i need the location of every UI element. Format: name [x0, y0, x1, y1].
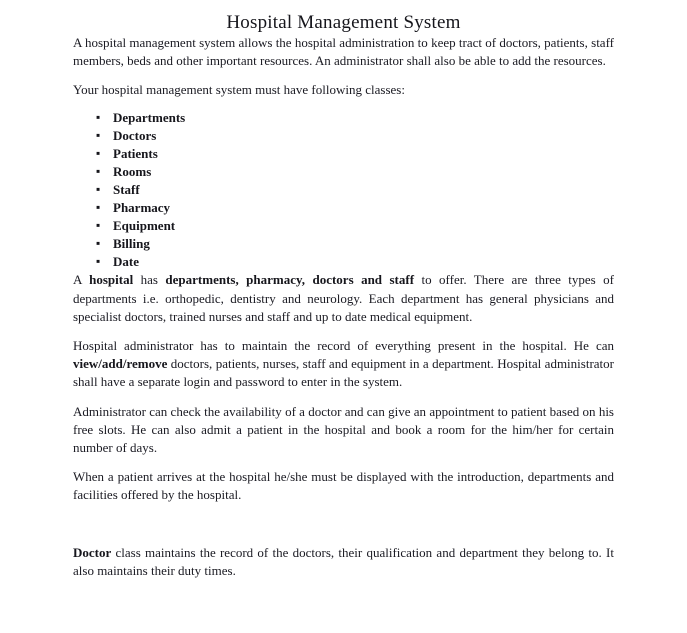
paragraph-doctor-class: [73, 544, 614, 580]
list-item-label: Pharmacy: [113, 200, 171, 216]
paragraph-classes-lead-in: Your hospital management system must have following classes:: [73, 82, 405, 98]
text-fragment: doctors, patients, nurses, staff and equipment in a department. Hospital administrator shall have a separate login and password to enter in the system.: [73, 356, 614, 390]
list-item: [73, 199, 614, 217]
list-item-label: Departments: [113, 109, 186, 125]
list-item: [73, 181, 614, 199]
list-item-label: Billing: [113, 236, 150, 252]
list-item: [73, 253, 614, 271]
list-item-label: Rooms: [113, 163, 152, 179]
emphasis-view-add-remove: view/add/remove: [73, 356, 168, 372]
list-item-label: Doctors: [113, 127, 157, 143]
paragraph-intro: A hospital management system allows the hospital administration to keep tract of doctors, patients, staff members, beds and other important resources. An administrator shall also be able to add the resources.: [73, 35, 614, 69]
list-item: [73, 145, 614, 163]
emphasis-entities: departments, pharmacy, doctors and staff: [165, 272, 415, 288]
paragraph-departments: [73, 271, 614, 326]
list-item-label: Date: [113, 254, 139, 270]
list-item: [73, 163, 614, 181]
list-item: [73, 127, 614, 145]
text-fragment: to offer. There are three types of departments i.e. orthopedic, dentistry and neurology. Each department has general physicians and specialist doctors, trained nurses and staff and up to date medical equipment.: [73, 272, 614, 324]
list-item: [73, 109, 614, 127]
emphasis-doctor: Doctor: [73, 544, 112, 560]
text-fragment: class maintains the record of the doctors, their qualification and department they belong to. It also maintains their duty times.: [73, 544, 614, 578]
list-item-label: Equipment: [113, 218, 176, 234]
document-body: [73, 34, 614, 580]
text-fragment: Hospital administrator has to maintain the record of everything present in the hospital. He can: [73, 338, 614, 354]
page-title: Hospital Management System: [226, 12, 461, 33]
paragraph-patient-arrival: When a patient arrives at the hospital he/she must be displayed with the introduction, departments and facilities offered by the hospital.: [73, 469, 614, 503]
emphasis-hospital: hospital: [89, 272, 134, 288]
list-item: [73, 217, 614, 235]
list-item-label: Patients: [113, 145, 158, 161]
text-fragment: A: [73, 272, 90, 288]
class-list: [73, 109, 614, 272]
text-fragment: has: [133, 272, 166, 288]
paragraph-administrator: [73, 337, 614, 392]
paragraph-availability: Administrator can check the availability of a doctor and can give an appointment to patient based on his free slots. He can also admit a patient in the hospital and book a room for the him/her for certain number of days.: [73, 403, 614, 456]
list-item: [73, 235, 614, 253]
list-item-label: Staff: [113, 181, 140, 197]
